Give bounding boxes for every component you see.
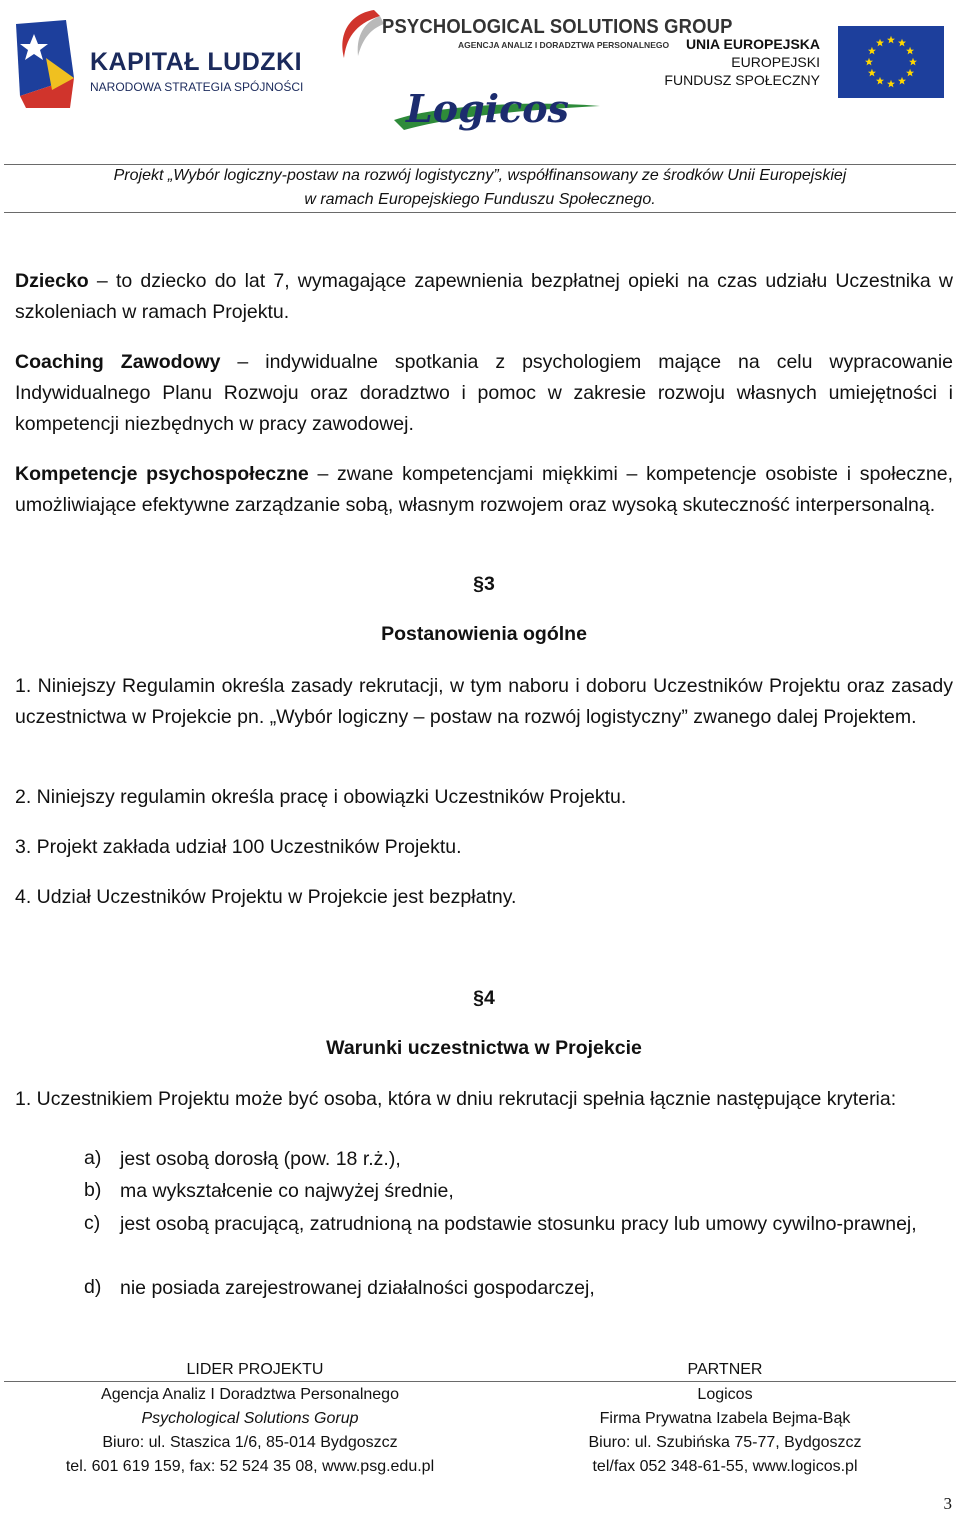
criterion-b-letter: b) bbox=[84, 1179, 102, 1201]
criterion-c-text: jest osobą pracującą, zatrudnioną na podstawie stosunku pracy lub umowy cywilno-prawnej, bbox=[120, 1213, 917, 1235]
page-number: 3 bbox=[943, 1494, 952, 1513]
definition-dziecko bbox=[15, 266, 953, 328]
psg-swoosh-icon bbox=[334, 6, 386, 62]
project-line-1: Projekt „Wybór logiczny-postaw na rozwój logistyczny”, współfinansowany ze środków Unii Europejskiej bbox=[113, 167, 847, 184]
footer-leader-line-1: Agencja Analiz I Doradztwa Personalnego bbox=[101, 1386, 399, 1403]
criterion-a-letter: a) bbox=[84, 1147, 102, 1169]
criterion-a-text: jest osobą dorosłą (pow. 18 r.ż.), bbox=[120, 1148, 401, 1170]
footer-partner-line-2: Firma Prywatna Izabela Bejma-Bąk bbox=[599, 1410, 851, 1427]
criterion-d-letter: d) bbox=[84, 1276, 102, 1298]
footer-partner-line-3: Biuro: ul. Szubińska 75-77, Bydgoszcz bbox=[588, 1434, 862, 1451]
definition-text: indywidualne spotkania z psychologiem mające na celu wypracowanie Indywidualnego Planu Rozwoju oraz doradztwo i pomoc w zakresie rozwoju własnych umiejętności i kompetencji niezbędnych w pracy zawodowej. bbox=[15, 351, 953, 435]
footer-partner-heading: PARTNER bbox=[687, 1361, 763, 1378]
section-4-number: §4 bbox=[473, 987, 495, 1009]
section-3-item-1: 1. Niniejszy Regulamin określa zasady rekrutacji, w tym naboru i doboru Uczestników Projektu oraz zasady uczestnictwa w Projekcie pn. „Wybór logiczny – postaw na rozwój logistyczny” zwanego dalej Projektem. bbox=[15, 675, 953, 728]
header-rule-bottom bbox=[4, 212, 956, 213]
definition-term: Coaching Zawodowy bbox=[15, 351, 221, 373]
project-line-2: w ramach Europejskiego Funduszu Społecznego. bbox=[304, 191, 656, 208]
footer-leader-details bbox=[30, 1383, 470, 1479]
eu-logo bbox=[664, 22, 944, 100]
footer-leader-heading: LIDER PROJEKTU bbox=[186, 1361, 324, 1378]
kapital-ludzki-subtitle: NARODOWA STRATEGIA SPÓJNOŚCI bbox=[90, 80, 304, 94]
section-3-item-3: 3. Projekt zakłada udział 100 Uczestników Projektu. bbox=[15, 836, 462, 858]
kapital-ludzki-emblem-icon bbox=[12, 18, 82, 110]
section-4-title: Warunki uczestnictwa w Projekcie bbox=[326, 1037, 642, 1059]
section-3-number: §3 bbox=[473, 573, 495, 595]
section-3-title: Postanowienia ogólne bbox=[381, 623, 587, 645]
definition-text: zwane kompetencjami miękkimi – kompetencje osobiste i społeczne, umożliwiające efektywne zarządzanie sobą, własnym rozwojem oraz wysoką skuteczność interpersonalną. bbox=[15, 463, 953, 516]
footer-partner-details bbox=[540, 1383, 910, 1479]
header-rule-top bbox=[4, 164, 956, 165]
definition-separator: – bbox=[308, 463, 338, 485]
footer-rule bbox=[4, 1381, 956, 1382]
criterion-d-text: nie posiada zarejestrowanej działalności gospodarczej, bbox=[120, 1277, 595, 1299]
eu-line-2: EUROPEJSKI bbox=[731, 54, 820, 70]
definition-term: Kompetencje psychospołeczne bbox=[15, 463, 309, 485]
section-4-intro: 1. Uczestnikiem Projektu może być osoba, która w dniu rekrutacji spełnia łącznie następujące kryteria: bbox=[15, 1088, 897, 1110]
psg-logicos-logo bbox=[334, 6, 733, 136]
footer-partner-line-1: Logicos bbox=[697, 1386, 753, 1403]
footer-partner-line-4: tel/fax 052 348-61-55, www.logicos.pl bbox=[592, 1458, 858, 1475]
definition-coaching bbox=[15, 347, 953, 440]
footer-leader-line-2: Psychological Solutions Gorup bbox=[141, 1410, 359, 1427]
eu-line-1: UNIA EUROPEJSKA bbox=[685, 36, 820, 52]
psg-subtitle: AGENCJA ANALIZ I DORADZTWA PERSONALNEGO bbox=[458, 40, 670, 50]
definition-text: to dziecko do lat 7, wymagające zapewnienia bezpłatnej opieki na czas udziału Uczestnika w szkoleniach w ramach Projektu. bbox=[15, 270, 953, 323]
definition-kompetencje bbox=[15, 459, 953, 521]
kapital-ludzki-title: KAPITAŁ LUDZKI bbox=[90, 48, 303, 76]
eu-flag-icon bbox=[838, 26, 944, 98]
criterion-b-text: ma wykształcenie co najwyżej średnie, bbox=[120, 1180, 454, 1202]
section-3-item-2: 2. Niniejszy regulamin określa pracę i obowiązki Uczestników Projektu. bbox=[15, 786, 627, 808]
section-3-item-4: 4. Udział Uczestników Projektu w Projekcie jest bezpłatny. bbox=[15, 886, 517, 908]
footer-leader bbox=[60, 1358, 450, 1382]
footer-leader-line-3: Biuro: ul. Staszica 1/6, 85-014 Bydgoszcz bbox=[102, 1434, 398, 1451]
footer-partner bbox=[560, 1358, 890, 1382]
logicos-wordmark: Logicos bbox=[406, 86, 569, 131]
definition-separator: – bbox=[220, 351, 266, 373]
definition-separator: – bbox=[88, 270, 116, 292]
kapital-ludzki-logo bbox=[12, 18, 302, 110]
psg-name: PSYCHOLOGICAL SOLUTIONS GROUP bbox=[382, 16, 733, 38]
definition-term: Dziecko bbox=[15, 270, 89, 292]
eu-line-3: FUNDUSZ SPOŁECZNY bbox=[664, 72, 820, 88]
criterion-c-letter: c) bbox=[84, 1212, 101, 1234]
footer-leader-line-4: tel. 601 619 159, fax: 52 524 35 08, www.psg.edu.pl bbox=[65, 1458, 435, 1475]
